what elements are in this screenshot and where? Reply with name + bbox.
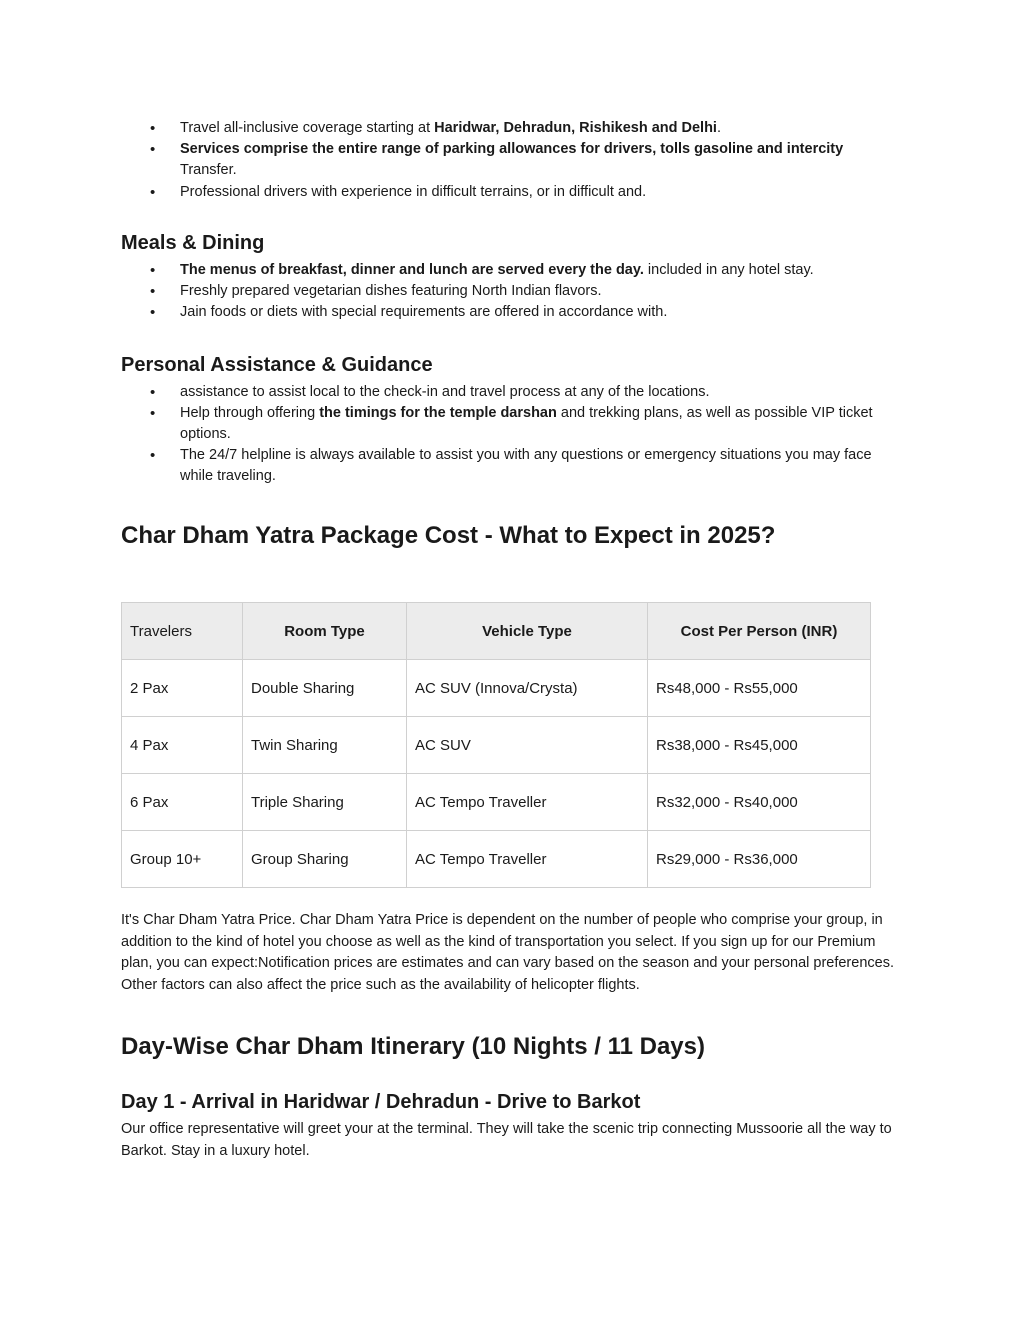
cell-travelers: 6 Pax bbox=[122, 774, 243, 831]
header-cost: Cost Per Person (INR) bbox=[648, 603, 871, 660]
document-page bbox=[121, 118, 896, 1162]
cell-travelers: 4 Pax bbox=[122, 717, 243, 774]
table-row bbox=[122, 717, 871, 774]
cell-cost: Rs48,000 - Rs55,000 bbox=[648, 660, 871, 717]
meals-heading: Meals & Dining bbox=[121, 232, 265, 254]
header-travelers: Travelers bbox=[122, 603, 243, 660]
assistance-heading: Personal Assistance & Guidance bbox=[121, 354, 433, 376]
list-item: • Freshly prepared vegetarian dishes featuring North Indian flavors. bbox=[121, 281, 896, 302]
cell-vehicle-type: AC Tempo Traveller bbox=[407, 831, 648, 888]
cell-room-type: Triple Sharing bbox=[243, 774, 407, 831]
meals-list bbox=[121, 260, 896, 323]
cell-cost: Rs29,000 - Rs36,000 bbox=[648, 831, 871, 888]
list-item: • Services comprise the entire range of parking allowances for drivers, tolls gasoline and intercity Transfer. bbox=[121, 139, 896, 181]
cell-vehicle-type: AC SUV bbox=[407, 717, 648, 774]
cost-note: It's Char Dham Yatra Price. Char Dham Yatra Price is dependent on the number of people who comprise your group, in addition to the kind of hotel you choose as well as the kind of transportation you select. If you sign up for our Premium plan, you can expect:Notification prices are estimates and can vary based on the season and your personal preferences. Other factors can also affect the price such as the availability of helicopter flights. bbox=[121, 912, 894, 993]
day1-heading: Day 1 - Arrival in Haridwar / Dehradun - Drive to Barkot bbox=[121, 1091, 641, 1113]
list-item: • The 24/7 helpline is always available to assist you with any questions or emergency situations you may face while traveling. bbox=[121, 445, 896, 487]
list-item: • Jain foods or diets with special requirements are offered in accordance with. bbox=[121, 302, 896, 323]
list-item: • Travel all-inclusive coverage starting at Haridwar, Dehradun, Rishikesh and Delhi. bbox=[121, 118, 896, 139]
itinerary-heading: Day-Wise Char Dham Itinerary (10 Nights / 11 Days) bbox=[121, 1033, 705, 1060]
table-row bbox=[122, 774, 871, 831]
cell-cost: Rs38,000 - Rs45,000 bbox=[648, 717, 871, 774]
list-item: • Help through offering the timings for the temple darshan and trekking plans, as well as possible VIP ticket options. bbox=[121, 403, 896, 445]
table-row bbox=[122, 660, 871, 717]
cost-heading: Char Dham Yatra Package Cost - What to Expect in 2025? bbox=[121, 522, 776, 549]
cell-travelers: 2 Pax bbox=[122, 660, 243, 717]
table-row bbox=[122, 831, 871, 888]
cell-room-type: Double Sharing bbox=[243, 660, 407, 717]
transport-list bbox=[121, 118, 896, 203]
cell-vehicle-type: AC SUV (Innova/Crysta) bbox=[407, 660, 648, 717]
header-room-type: Room Type bbox=[243, 603, 407, 660]
list-item: • The menus of breakfast, dinner and lunch are served every the day. included in any hotel stay. bbox=[121, 260, 896, 281]
cell-cost: Rs32,000 - Rs40,000 bbox=[648, 774, 871, 831]
day1-text: Our office representative will greet your at the terminal. They will take the scenic trip connecting Mussoorie all the way to Barkot. Stay in a luxury hotel. bbox=[121, 1121, 892, 1159]
table-header-row bbox=[122, 603, 871, 660]
cell-room-type: Twin Sharing bbox=[243, 717, 407, 774]
list-item: • assistance to assist local to the check-in and travel process at any of the locations. bbox=[121, 382, 896, 403]
cell-vehicle-type: AC Tempo Traveller bbox=[407, 774, 648, 831]
assistance-list bbox=[121, 382, 896, 487]
header-vehicle-type: Vehicle Type bbox=[407, 603, 648, 660]
cell-travelers: Group 10+ bbox=[122, 831, 243, 888]
cost-table bbox=[121, 602, 871, 888]
list-item: • Professional drivers with experience in difficult terrains, or in difficult and. bbox=[121, 182, 896, 203]
cell-room-type: Group Sharing bbox=[243, 831, 407, 888]
